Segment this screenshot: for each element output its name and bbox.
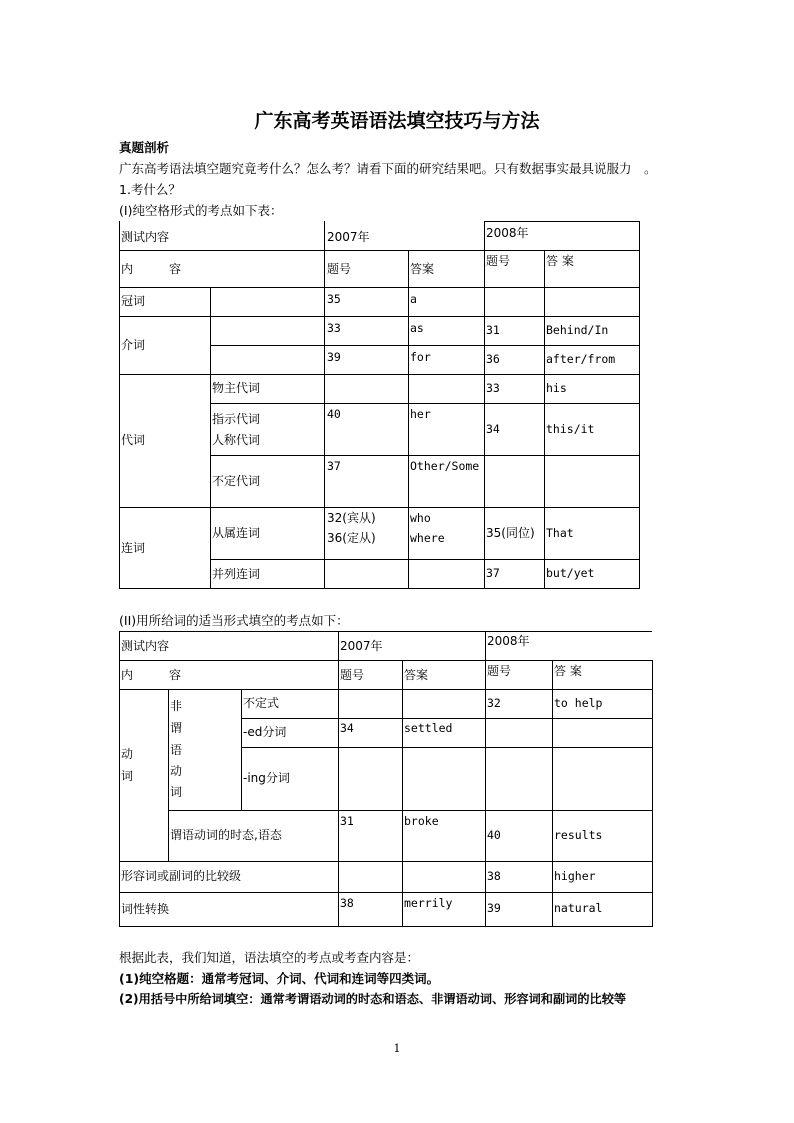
table-cell: 40 bbox=[327, 407, 341, 421]
header-answer-2008: 答 案 bbox=[554, 664, 582, 678]
table-cell: 33 bbox=[327, 321, 341, 335]
sub-indefinite: 不定代词 bbox=[212, 474, 261, 488]
table-cell: to help bbox=[554, 696, 603, 710]
table-cell: this/it bbox=[546, 422, 595, 436]
conclusion-point-2: (2)用括号中所给词填空：通常考谓语动词的时态和语态、非谓语动词、形容词和副词的比较等 bbox=[119, 992, 627, 1006]
sub-subordinating: 从属连词 bbox=[212, 526, 261, 540]
header-question-2007: 题号 bbox=[327, 262, 352, 276]
table-cell: 38 bbox=[340, 896, 354, 910]
header-content: 内 容 bbox=[121, 668, 182, 682]
table-cell: That bbox=[546, 526, 574, 540]
header-test-content: 测试内容 bbox=[121, 639, 170, 653]
table-cell: 35(同位) bbox=[486, 526, 535, 540]
header-question-2008: 题号 bbox=[487, 664, 512, 678]
table-cell: Other/Some bbox=[410, 459, 480, 473]
category-nonfinite: 非 bbox=[170, 699, 183, 713]
table-cell: a bbox=[410, 292, 417, 306]
sub-tense-voice: 谓语动词的时态,语态 bbox=[170, 828, 282, 842]
table-cell: for bbox=[410, 350, 431, 364]
header-answer-2007: 答案 bbox=[410, 262, 435, 276]
table-cell: results bbox=[554, 828, 603, 842]
table-cell: 40 bbox=[487, 828, 501, 842]
table1-caption: (Ⅰ)纯空格形式的考点如下表： bbox=[119, 203, 283, 218]
category-nonfinite: 动 bbox=[170, 764, 183, 778]
category-verb: 词 bbox=[121, 769, 134, 783]
page-number: 1 bbox=[393, 1042, 401, 1055]
header-answer-2007: 答案 bbox=[404, 668, 429, 682]
header-test-content: 测试内容 bbox=[121, 230, 170, 244]
table-cell: his bbox=[546, 381, 567, 395]
sub-possessive: 物主代词 bbox=[212, 381, 261, 395]
page-title: 广东高考英语语法填空技巧与方法 bbox=[254, 110, 540, 132]
table-cell: 38 bbox=[487, 869, 501, 883]
sub-ing-participle: -ing分词 bbox=[243, 771, 290, 785]
table-cell: natural bbox=[554, 901, 603, 915]
table-cell: 32 bbox=[487, 696, 501, 710]
sub-personal: 人称代词 bbox=[212, 433, 261, 447]
table-cell: her bbox=[410, 407, 431, 421]
section-heading: 真题剖析 bbox=[119, 140, 170, 155]
table-cell: 37 bbox=[327, 459, 341, 473]
table-cell: broke bbox=[404, 814, 439, 828]
category-nonfinite: 谓 bbox=[170, 721, 183, 735]
category-nonfinite: 语 bbox=[170, 743, 183, 757]
category-comparative: 形容词或副词的比较级 bbox=[121, 869, 242, 883]
category-pronoun: 代词 bbox=[121, 433, 146, 447]
table-cell: 39 bbox=[487, 901, 501, 915]
table-cell: merrily bbox=[404, 896, 453, 910]
table-cell: 39 bbox=[327, 350, 341, 364]
question-line: 1.考什么？ bbox=[119, 182, 181, 197]
table-cell: after/from bbox=[546, 352, 616, 366]
table-cell: 34 bbox=[340, 721, 354, 735]
table-cell: Behind/In bbox=[546, 323, 609, 337]
category-verb: 动 bbox=[121, 747, 134, 761]
table-cell: 31 bbox=[486, 323, 500, 337]
table-cell: 32(宾从) bbox=[327, 511, 376, 525]
sub-infinitive: 不定式 bbox=[243, 696, 280, 710]
sub-demonstrative: 指示代词 bbox=[212, 412, 261, 426]
conclusion-intro: 根据此表，我们知道，语法填空的考点或考查内容是： bbox=[119, 950, 420, 965]
header-2007: 2007年 bbox=[340, 639, 383, 653]
category-part-of-speech: 词性转换 bbox=[121, 902, 170, 916]
category-nonfinite: 词 bbox=[170, 785, 183, 799]
header-answer-2008: 答 案 bbox=[546, 254, 574, 268]
table-cell: 33 bbox=[486, 381, 500, 395]
table-cell: but/yet bbox=[546, 566, 595, 580]
conclusion-point-1: (1)纯空格题：通常考冠词、介词、代词和连词等四类词。 bbox=[119, 971, 440, 986]
table-cell: 36 bbox=[486, 352, 500, 366]
table-cell: 35 bbox=[327, 292, 341, 306]
table-cell: 36(定从) bbox=[327, 531, 376, 545]
table-cell: higher bbox=[554, 869, 596, 883]
category-article: 冠词 bbox=[121, 294, 146, 308]
category-preposition: 介词 bbox=[121, 338, 146, 352]
table-cell: 34 bbox=[486, 422, 500, 436]
header-2008: 2008年 bbox=[487, 634, 530, 648]
intro-line: 广东高考语法填空题究竟考什么？怎么考？请看下面的研究结果吧。只有数据事实最具说服力 。 bbox=[119, 161, 657, 176]
sub-coordinating: 并列连词 bbox=[212, 567, 261, 581]
sub-ed-participle: -ed分词 bbox=[243, 725, 287, 739]
header-question-2008: 题号 bbox=[486, 254, 511, 268]
table-cell: who bbox=[410, 511, 431, 525]
header-2008: 2008年 bbox=[486, 226, 529, 240]
header-question-2007: 题号 bbox=[340, 668, 365, 682]
header-content: 内 容 bbox=[121, 262, 182, 276]
category-conjunction: 连词 bbox=[121, 541, 146, 555]
table-cell: where bbox=[410, 531, 445, 545]
table-cell: 37 bbox=[486, 566, 500, 580]
table-cell: settled bbox=[404, 721, 453, 735]
header-2007: 2007年 bbox=[327, 230, 370, 244]
table-cell: as bbox=[410, 321, 424, 335]
table2-caption: (II)用所给词的适当形式填空的考点如下： bbox=[119, 613, 349, 628]
table-cell: 31 bbox=[340, 814, 354, 828]
